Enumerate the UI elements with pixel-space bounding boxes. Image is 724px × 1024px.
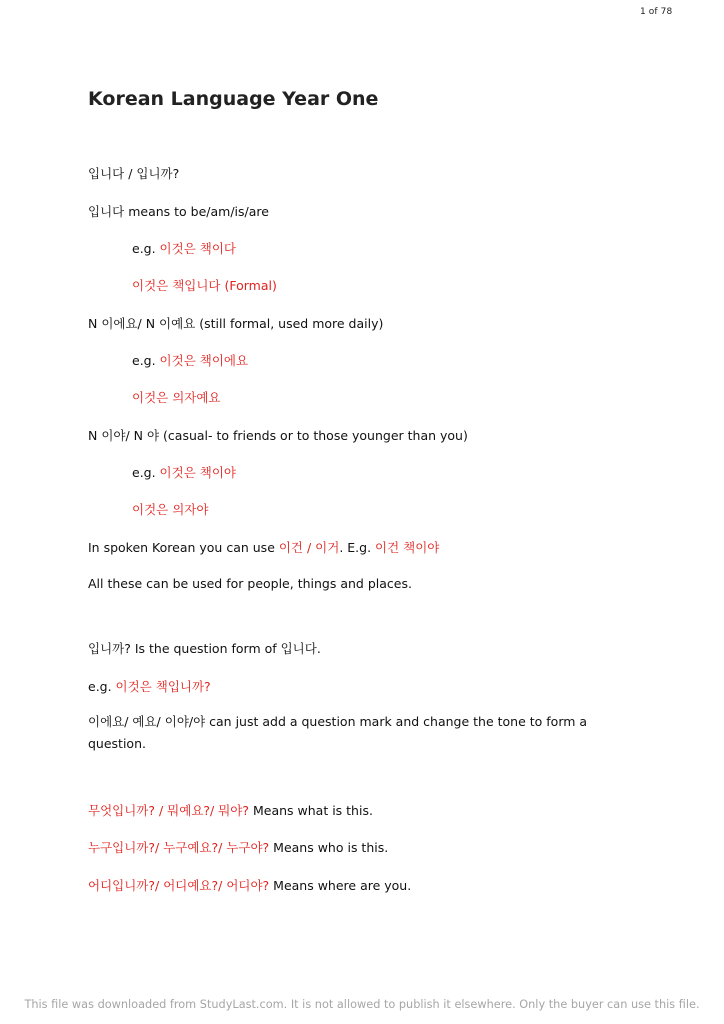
question-phrase-where xyxy=(88,878,411,894)
question-phrase-who xyxy=(88,840,388,856)
korean-example: 이건 책이야 xyxy=(375,540,440,555)
korean-example: 이것은 책이에요 xyxy=(159,353,249,368)
topic-heading xyxy=(88,166,179,182)
line-text: N 이야/ N 야 (casual- to friends or to those younger than you) xyxy=(88,428,468,443)
question-tone-note xyxy=(88,711,628,755)
korean-example: 이것은 책이다 xyxy=(159,241,236,256)
korean-example: 누구입니까?/ 누구예요?/ 누구야? xyxy=(88,840,270,855)
korean-example: 이건 / 이거 xyxy=(278,540,340,555)
download-notice: This file was downloaded from StudyLast.com. It is not allowed to publish it elsewhere. Only the buyer can use this file. xyxy=(24,998,700,1011)
example-line xyxy=(132,502,208,518)
example-line xyxy=(132,241,236,257)
example-prefix: e.g. xyxy=(132,241,160,256)
line-text: N 이에요/ N 이예요 (still formal, used more daily) xyxy=(88,316,384,331)
document-title: Korean Language Year One xyxy=(88,88,379,110)
line-text: Means what is this. xyxy=(249,803,373,818)
question-form-line xyxy=(88,641,321,657)
page-number: 1 of 78 xyxy=(640,7,673,17)
spoken-korean-line xyxy=(88,540,439,556)
korean-example: 이것은 책입니다 (Formal) xyxy=(132,278,277,293)
korean-example: 이것은 책입니까? xyxy=(115,679,211,694)
line-text: 입니까? Is the question form of 입니다. xyxy=(88,641,321,656)
example-line xyxy=(88,679,211,695)
line-text: Means where are you. xyxy=(269,878,412,893)
line-text: In spoken Korean you can use xyxy=(88,540,279,555)
question-phrase-what xyxy=(88,803,373,819)
definition-line xyxy=(88,316,383,332)
definition-line xyxy=(88,204,269,220)
korean-example: 무엇입니까? / 뭐예요?/ 뭐야? xyxy=(88,803,249,818)
example-line xyxy=(132,278,277,294)
line-text: 입니다 / 입니까? xyxy=(88,166,180,181)
usage-note xyxy=(88,576,412,592)
korean-example: 이것은 의자야 xyxy=(132,502,209,517)
line-text: All these can be used for people, things and places. xyxy=(88,576,412,591)
korean-example: 이것은 의자예요 xyxy=(132,390,221,405)
line-text: Means who is this. xyxy=(269,840,389,855)
line-text: 입니다 means to be/am/is/are xyxy=(88,204,269,219)
example-line xyxy=(132,465,236,481)
definition-line xyxy=(88,428,468,444)
example-prefix: e.g. xyxy=(132,353,160,368)
line-text: . E.g. xyxy=(339,540,376,555)
line-text: 이에요/ 예요/ 이야/야 can just add a question mark and change the tone to form a question. xyxy=(88,714,588,751)
korean-example: 이것은 책이야 xyxy=(159,465,236,480)
example-line xyxy=(132,390,221,406)
example-prefix: e.g. xyxy=(88,679,116,694)
korean-example: 어디입니까?/ 어디예요?/ 어디야? xyxy=(88,878,270,893)
example-prefix: e.g. xyxy=(132,465,160,480)
example-line xyxy=(132,353,248,369)
